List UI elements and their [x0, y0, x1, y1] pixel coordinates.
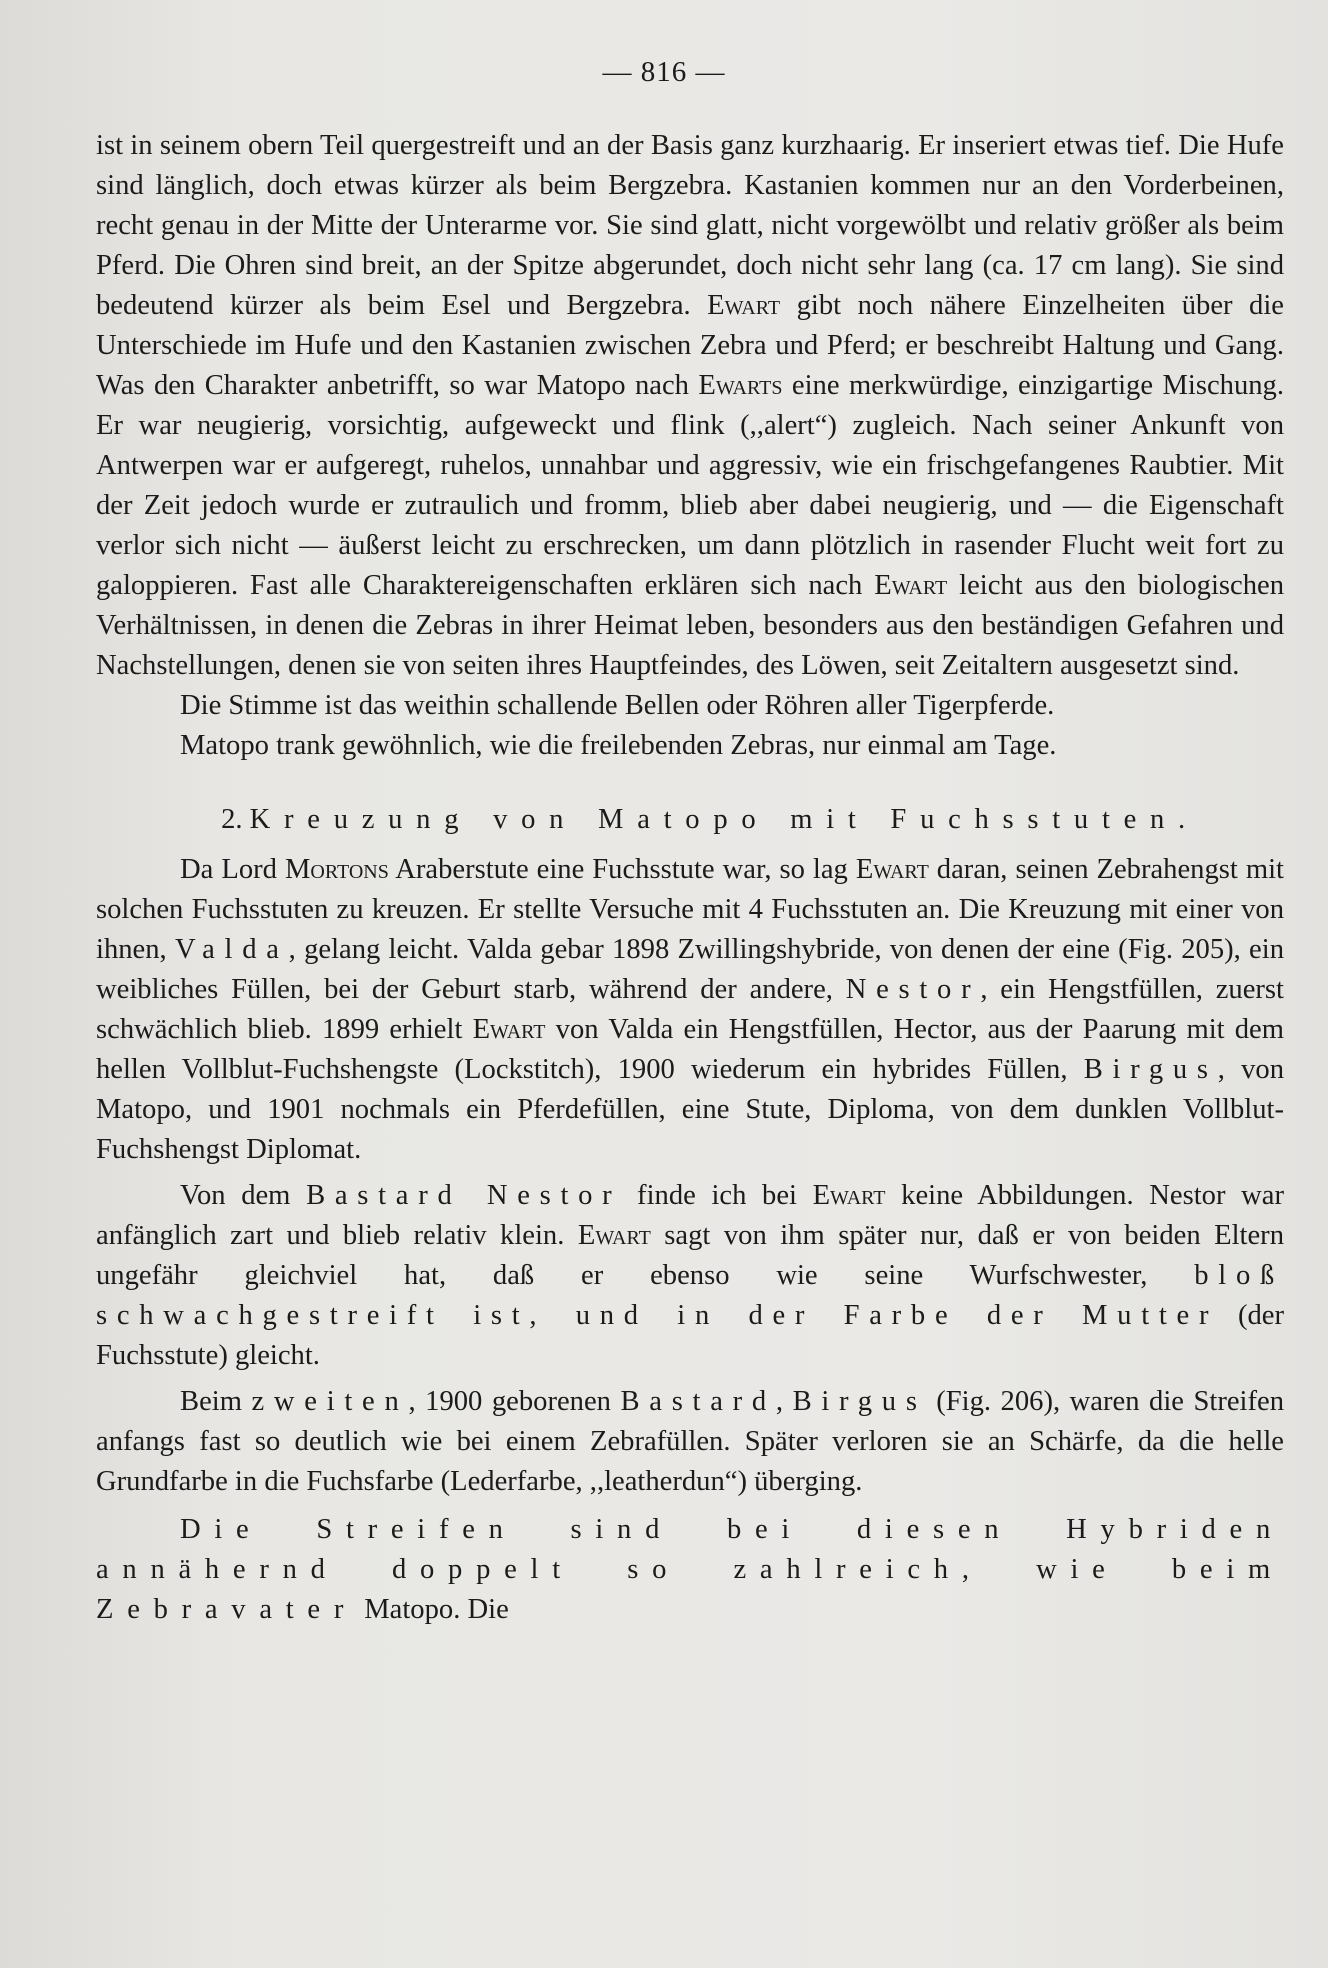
text-run: Beim [180, 1386, 252, 1417]
text-run: Von dem [180, 1180, 307, 1211]
text-run: sagt von ihm später nur, daß er von beiden Eltern ungefähr gleichviel hat, daß er ebenso wie seine Wurfschwester, [96, 1220, 1284, 1291]
section-title: Kreuzung von Matopo mit Fuchsstuten. [249, 804, 1199, 835]
author-name-ewart: Ewart [577, 1220, 651, 1251]
text-run: , ein Hengstfüllen, zuerst schwächlich blieb. 1899 erhielt [96, 974, 1284, 1045]
emphasis-birgus: Birgus [1083, 1054, 1218, 1085]
author-name-ewart: Ewart [707, 290, 781, 321]
section-heading [96, 800, 1284, 840]
paragraph-stripes [96, 1510, 1284, 1630]
text-run: (der Fuchsstute) gleicht. [96, 1300, 1284, 1371]
emphasis-birgus: Birgus [792, 1386, 927, 1417]
text-run: leicht aus den biologischen Verhältnissen, in denen die Zebras in ihrer Heimat leben, besonders aus den beständigen Gefahren und Nachstellungen, denen sie von seiten ihres Hauptfeindes, des Löwen, seit Zeitaltern ausgesetzt sind. [96, 570, 1284, 681]
emphasis-spaced-text: Die Streifen sind bei diesen Hybriden annähernd doppelt so zahlreich, wie beim Zebravater [96, 1514, 1284, 1625]
text-run: ist in seinem obern Teil quergestreift und an der Basis ganz kurzhaarig. Er inseriert etwas tief. Die Hufe sind länglich, doch etwas kürzer als beim Bergzebra. Kastanien kommen nur an den Vorderbeinen, recht genau in der Mitte der Unterarme vor. Sie sind glatt, nicht vorgewölbt und relativ größer als beim Pferd. Die Ohren sind breit, an der Spitze abgerundet, doch nicht sehr lang (ca. 17 cm lang). Sie sind bedeutend kürzer als beim Esel und Bergzebra. [96, 130, 1284, 321]
emphasis-bastard-nestor: Bastard Nestor [306, 1180, 622, 1211]
text-run: daran, seinen Zebrahengst mit solchen Fuchsstuten zu kreuzen. Er stellte Versuche mit 4 Fuchsstuten an. Die Kreuzung mit einer von ihnen, [96, 854, 1284, 965]
emphasis-nestor: Nestor [845, 974, 981, 1005]
author-name-ewart: Ewart [855, 854, 929, 885]
author-name-ewart: Ewart [472, 1014, 546, 1045]
text-run: Da Lord [180, 854, 285, 885]
person-name-morton: Mortons [284, 854, 389, 885]
emphasis-valda: Valda [174, 934, 289, 965]
author-name-ewart: Ewart [812, 1180, 886, 1211]
paragraph-zebra-description [96, 126, 1284, 686]
paragraph-crossing [96, 850, 1284, 1170]
emphasis-bastard: Bastard [620, 1386, 776, 1417]
text-run: , [775, 1386, 793, 1417]
text-run: finde ich bei [621, 1180, 813, 1211]
paragraph-nestor [96, 1176, 1284, 1376]
text-run: Matopo. Die [357, 1594, 509, 1625]
text-run: Araberstute eine Fuchsstute war, so lag [388, 854, 856, 885]
text-run: eine merkwürdige, einzigartige Mischung. Er war neugierig, vorsichtig, aufgeweckt und flink (,,alert“) zugleich. Nach seiner Ankunft von Antwerpen war er aufgeregt, ruhelos, unnahbar und aggressiv, wie ein frischgefangenes Raubtier. Mit der Zeit jedoch wurde er zutraulich und fromm, blieb aber dabei neugierig, und — die Eigenschaft verlor sich nicht — äußerst leicht zu erschrecken, um dann plötzlich in rasender Flucht weit fort zu galoppieren. Fast alle Charaktereigenschaften erklären sich nach [96, 370, 1284, 601]
author-name-ewart: Ewart [874, 570, 948, 601]
paragraph-birgus [96, 1382, 1284, 1502]
text-run: , gelang leicht. Valda gebar 1898 Zwillingshybride, von denen der eine (Fig. 205), ein weibliches Füllen, bei der Geburt starb, während der andere, [96, 934, 1284, 1005]
text-run: , von Matopo, und 1901 nochmals ein Pferdefüllen, eine Stute, Diploma, von dem dunklen Vollblut-Fuchshengst Diplomat. [96, 1054, 1285, 1165]
section-number: 2. [221, 804, 250, 835]
text-run: gibt noch nähere Einzelheiten über die Unterschiede im Hufe und den Kastanien zwischen Zebra und Pferd; er beschreibt Haltung und Gang. Was den Charakter anbetrifft, so war Matopo nach [96, 290, 1284, 401]
emphasis-zweiten: zweiten [251, 1386, 409, 1417]
page-number: — 816 — [602, 56, 726, 88]
text-run: (Fig. 206), waren die Streifen anfangs fast so deutlich wie bei einem Zebrafüllen. Später verloren sie an Schärfe, da die helle Grundfarbe in die Fuchsfarbe (Lederfarbe, ,,leatherdun“) überging. [96, 1386, 1285, 1497]
body-text [96, 126, 1284, 1630]
paragraph-voice: Die Stimme ist das weithin schallende Bellen oder Röhren aller Tigerpferde. [180, 690, 1055, 721]
author-name-ewarts: Ewarts [698, 370, 783, 401]
text-run: , 1900 geborenen [408, 1386, 621, 1417]
emphasis-spaced-text: bloß schwachgestreift ist, und in der Farbe der Mutter [96, 1260, 1284, 1331]
paragraph-drinking: Matopo trank gewöhnlich, wie die freilebenden Zebras, nur einmal am Tage. [180, 730, 1057, 761]
text-run: keine Abbildungen. Nestor war anfänglich zart und blieb relativ klein. [96, 1180, 1284, 1251]
text-run: von Valda ein Hengstfüllen, Hector, aus der Paarung mit dem hellen Vollblut-Fuchshengste (Lockstitch), 1900 wiederum ein hybrides Füllen, [96, 1014, 1284, 1085]
